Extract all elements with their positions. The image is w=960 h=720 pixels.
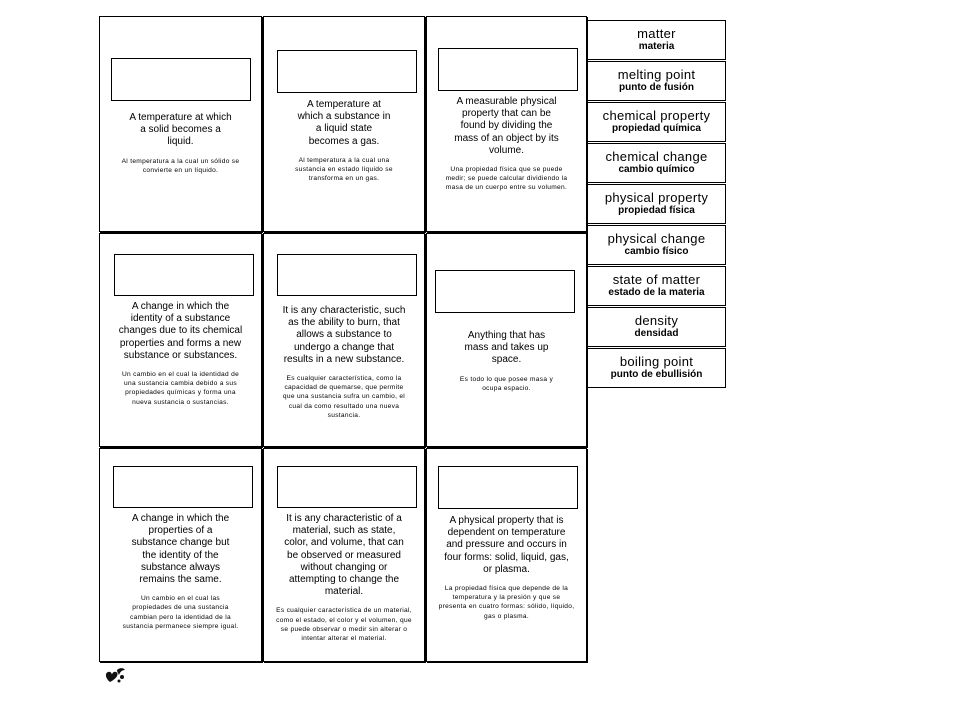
leaf-heart-logo-icon xyxy=(104,666,126,686)
answer-box-9[interactable] xyxy=(438,466,578,509)
card-6-definition-en: Anything that has mass and takes up space. xyxy=(464,330,549,366)
card-8-definition-es: Es cualquier característica de un material, como el estado, el color y el volumen, que se puede observar o medir sin alterar o intentar alterar el material. xyxy=(276,607,412,643)
term-en: physical property xyxy=(604,190,709,205)
term-label-matter[interactable] xyxy=(587,20,726,60)
card-1-definition-en: A temperature at which a solid becomes a liquid. xyxy=(129,112,232,148)
term-label-chemical-property[interactable] xyxy=(587,102,726,142)
card-1-definition-es: Al temperatura a la cual un sólido se convierte en un líquido. xyxy=(121,157,240,174)
answer-box-6[interactable] xyxy=(435,270,575,313)
card-4-definition-en: A change in which the identity of a substance changes due to its chemical properties and forms a new substance or substances. xyxy=(118,301,243,361)
term-en: state of matter xyxy=(612,272,701,287)
term-en: density xyxy=(634,313,679,328)
term-en: chemical change xyxy=(605,149,708,164)
answer-box-2[interactable] xyxy=(277,50,417,93)
card-3-definition-es: Una propiedad física que se puede medir; se puede calcular dividiendo la masa de un cuerpo entre su volumen. xyxy=(445,166,568,192)
card-7-definition-en: A change in which the properties of a substance change but the identity of the substance always remains the same. xyxy=(131,513,230,586)
answer-box-5[interactable] xyxy=(277,254,417,296)
term-en: boiling point xyxy=(619,354,694,369)
term-es: cambio físico xyxy=(624,246,689,257)
card-5-definition-en: It is any characteristic, such as the ability to burn, that allows a substance to undergo a change that results in a new substance. xyxy=(282,305,406,365)
definition-card-7[interactable] xyxy=(99,448,262,662)
term-es: punto de ebullisión xyxy=(610,369,703,380)
term-label-chemical-change[interactable] xyxy=(587,143,726,183)
term-label-density[interactable] xyxy=(587,307,726,347)
term-en: matter xyxy=(637,26,676,41)
term-es: cambio químico xyxy=(618,164,695,175)
term-label-physical-change[interactable] xyxy=(587,225,726,265)
definition-card-9[interactable] xyxy=(426,448,587,662)
term-en: physical change xyxy=(607,231,706,246)
card-7-definition-es: Un cambio en el cual las propiedades de una sustancia cambian pero la identidad de la sustancia permanece siempre igual. xyxy=(122,595,239,630)
term-es: propiedad física xyxy=(618,205,695,216)
term-es: propiedad química xyxy=(612,123,701,134)
term-es: punto de fusión xyxy=(619,82,694,93)
definition-card-8[interactable] xyxy=(263,448,425,662)
card-9-definition-en: A physical property that is dependent on temperature and pressure and occurs in four forms: solid, liquid, gas, or plasma. xyxy=(444,515,569,575)
term-en: chemical property xyxy=(602,108,711,123)
answer-box-7[interactable] xyxy=(113,466,253,508)
term-label-boiling-point[interactable] xyxy=(587,348,726,388)
card-6-definition-es: Es todo lo que posee masa y ocupa espacio. xyxy=(459,375,554,392)
definition-card-2[interactable] xyxy=(263,16,425,232)
answer-box-4[interactable] xyxy=(114,254,254,296)
term-label-state-of-matter[interactable] xyxy=(587,266,726,306)
definition-card-4[interactable] xyxy=(99,233,262,447)
answer-box-3[interactable] xyxy=(438,48,578,91)
term-en: melting point xyxy=(617,67,696,82)
definition-card-3[interactable] xyxy=(426,16,587,232)
card-9-definition-es: La propiedad física que depende de la temperatura y la presión y que se presenta en cuatro formas: sólido, líquido, gas o plasma. xyxy=(438,585,575,620)
term-es: materia xyxy=(638,41,675,52)
card-2-definition-es: Al temperatura a la cual una sustancia en estado líquido se transforma en un gas. xyxy=(295,156,393,183)
term-label-melting-point[interactable] xyxy=(587,61,726,101)
term-es: estado de la materia xyxy=(608,287,705,298)
card-4-definition-es: Un cambio en el cual la identidad de una sustancia cambia debido a sus propiedades químicas y forma una nueva sustancia o sustancias. xyxy=(121,371,240,406)
card-8-definition-en: It is any characteristic of a material, such as state, color, and volume, that can be observed or measured without changing or attempting to change the material. xyxy=(284,513,404,598)
card-5-definition-es: Es cualquier característica, como la capacidad de quemarse, que permite que una sustancia sufra un cambio, el cual da como resultado una nueva sustancia. xyxy=(282,375,406,419)
definition-card-6[interactable] xyxy=(426,233,587,447)
answer-box-1[interactable] xyxy=(111,58,251,101)
term-label-physical-property[interactable] xyxy=(587,184,726,224)
definition-card-5[interactable] xyxy=(263,233,425,447)
card-3-definition-en: A measurable physical property that can be found by dividing the mass of an object by its volume. xyxy=(454,96,559,156)
term-es: densidad xyxy=(634,328,679,339)
card-2-definition-en: A temperature at which a substance in a liquid state becomes a gas. xyxy=(297,99,391,147)
definition-card-1[interactable] xyxy=(99,16,262,232)
answer-box-8[interactable] xyxy=(277,466,417,508)
